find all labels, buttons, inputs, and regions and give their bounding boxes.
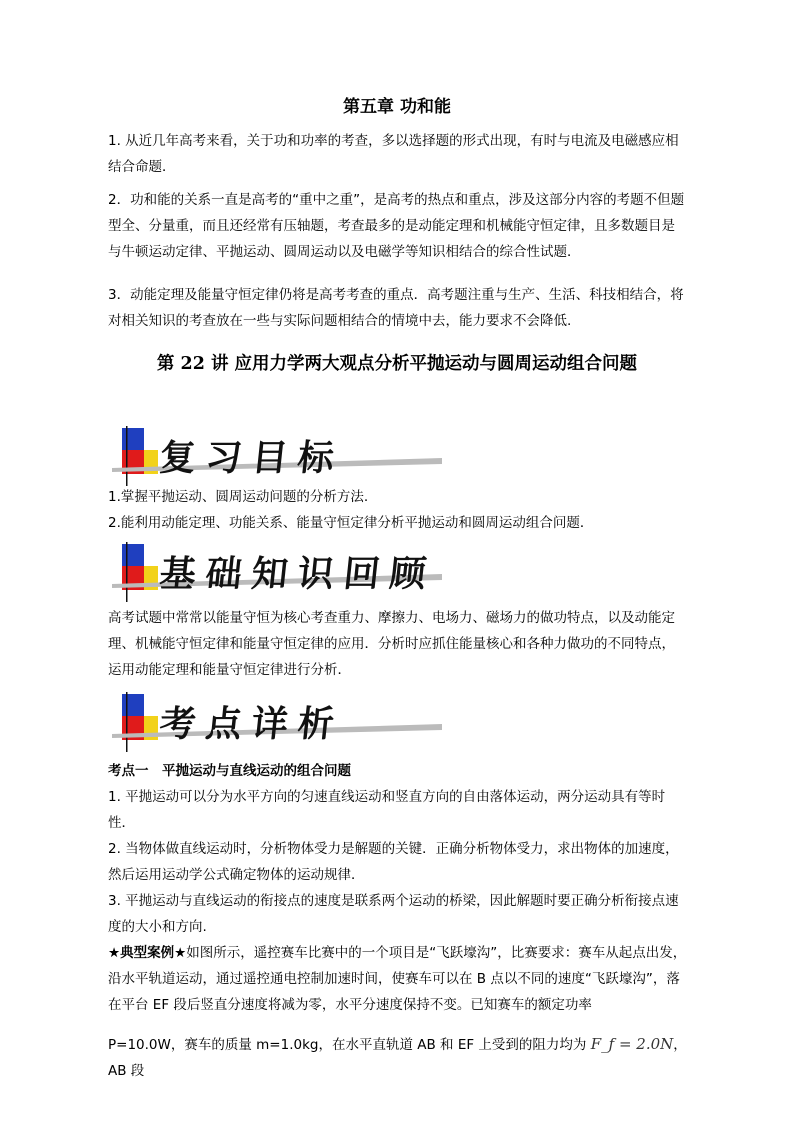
goal-item-1: 1.掌握平抛运动、圆周运动问题的分析方法. xyxy=(108,489,369,505)
topic-heading: 考点一 平抛运动与直线运动的组合问题 xyxy=(108,763,351,779)
basics-paragraph: 高考试题中常常以能量守恒为核心考查重力、摩擦力、电场力、磁场力的做功特点，以及动能定理、机械能守恒定律和能量守恒定律的应用．分析时应抓住能量核心和各种力做功的不同特点，运用动能定理和能量守恒定律进行分析． xyxy=(108,610,675,678)
chapter-title: 第五章 功和能 xyxy=(343,97,451,117)
lecture-title: 第 22 讲 应用力学两大观点分析平抛运动与圆周运动组合问题 xyxy=(156,354,638,374)
topic-point-2: 2. 当物体做直线运动时，分析物体受力是解题的关键．正确分析物体受力，求出物体的加速度，然后运用运动学公式确定物体的运动规律． xyxy=(108,841,679,883)
goal-item-2: 2.能利用动能定理、功能关系、能量守恒定律分析平抛运动和圆周运动组合问题． xyxy=(108,515,594,531)
banner-title: 基础知识回顾 xyxy=(157,553,438,595)
intro-paragraph-3: 3．动能定理及能量守恒定律仍将是高考考查的重点．高考题注重与生产、生活、科技相结合，将对相关知识的考查放在一些与实际问题相结合的情境中去，能力要求不会降低. xyxy=(108,287,684,329)
topic-point-1: 1. 平抛运动可以分为水平方向的匀速直线运动和竖直方向的自由落体运动，两分运动具有等时性． xyxy=(108,789,666,831)
example-text: 如图所示，遥控赛车比赛中的一个项目是“飞跃壕沟”，比赛要求：赛车从起点出发，沿水平轨道运动，通过遥控通电控制加速时间，使赛车可以在 B 点以不同的速度“飞跃壕沟”，落在平台 EF 段后竖直分速度将减为零，水平分速度保持不变。已知赛车的额定功率 xyxy=(108,945,687,1013)
example-paragraph xyxy=(108,940,688,1018)
friction-formula: F_f = 2.0N xyxy=(590,1035,674,1053)
example-label: ★典型案例★ xyxy=(108,945,187,961)
intro-paragraph-2: 2．功和能的关系一直是高考的“重中之重”，是高考的热点和重点，涉及这部分内容的考题不但题型全、分量重，而且还经常有压轴题，考查最多的是动能定理和机械能守恒定律，且多数题目是与牛顿运动定律、平抛运动、圆周运动以及电磁学等知识相结合的综合性试题． xyxy=(108,192,685,260)
example-last-text: P=10.0W，赛车的质量 m=1.0kg，在水平直轨道 AB 和 EF 上受到的阻力均为 xyxy=(108,1037,587,1053)
review-goals-banner xyxy=(112,424,442,486)
intro-paragraph-1: 1. 从近几年高考来看，关于功和功率的考查，多以选择题的形式出现，有时与电流及电磁感应相结合命题． xyxy=(108,133,679,175)
topic-analysis-banner xyxy=(112,690,442,752)
banner-title: 考点详析 xyxy=(157,703,346,745)
example-tail-text: ，AB 段 xyxy=(108,1037,687,1079)
banner-title: 复习目标 xyxy=(157,437,346,479)
example-last-line xyxy=(108,1031,688,1084)
topic-point-3: 3. 平抛运动与直线运动的衔接点的速度是联系两个运动的桥梁，因此解题时要正确分析衔接点速度的大小和方向. xyxy=(108,893,679,935)
basics-review-banner xyxy=(112,540,442,602)
